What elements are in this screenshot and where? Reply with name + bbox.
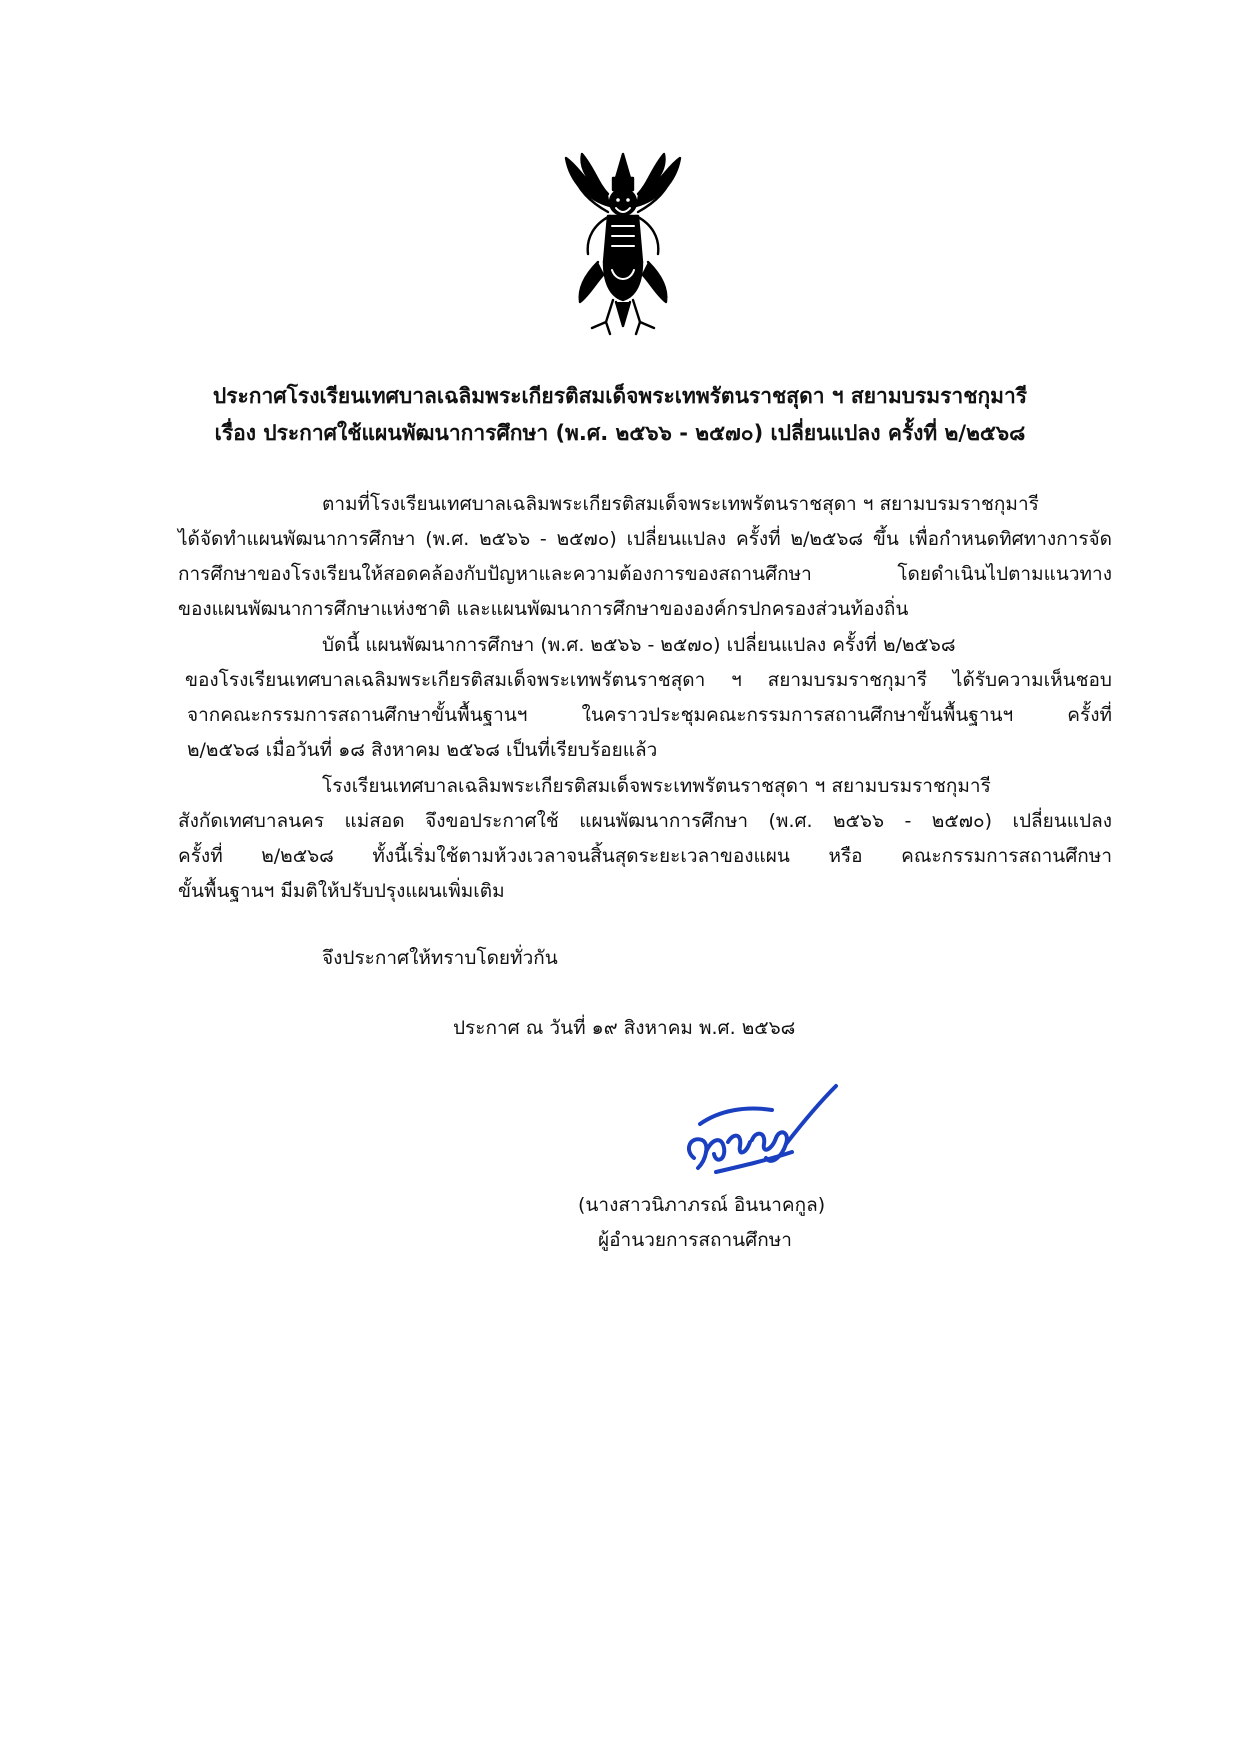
- body-line: จากคณะกรรมการสถานศึกษาขั้นพื้นฐานฯ ในคราวประชุมคณะกรรมการสถานศึกษาขั้นพื้นฐานฯ ครั้งที่: [187, 704, 1112, 726]
- closing-text: จึงประกาศให้ทราบโดยทั่วกัน: [322, 947, 558, 969]
- body-line: ได้จัดทำแผนพัฒนาการศึกษา (พ.ศ. ๒๕๖๖ - ๒๕๗๐) เปลี่ยนแปลง ครั้งที่ ๒/๒๕๖๘ ขึ้น เพื่อกำหนดทิศทางการจัด: [178, 528, 1112, 550]
- announcement-date: ประกาศ ณ วันที่ ๑๙ สิงหาคม พ.ศ. ๒๕๖๘: [453, 1017, 796, 1039]
- garuda-emblem-icon: [558, 150, 688, 338]
- body-line: บัดนี้ แผนพัฒนาการศึกษา (พ.ศ. ๒๕๖๖ - ๒๕๗๐) เปลี่ยนแปลง ครั้งที่ ๒/๒๕๖๘: [322, 634, 956, 656]
- body-line: ตามที่โรงเรียนเทศบาลเฉลิมพระเกียรติสมเด็จพระเทพรัตนราชสุดา ฯ สยามบรมราชกุมารี: [322, 493, 1039, 515]
- body-line: ของแผนพัฒนาการศึกษาแห่งชาติ และแผนพัฒนาการศึกษาขององค์กรปกครองส่วนท้องถิ่น: [178, 598, 909, 620]
- document-title: ประกาศโรงเรียนเทศบาลเฉลิมพระเกียรติสมเด็จพระเทพรัตนราชสุดา ฯ สยามบรมราชกุมารี: [212, 384, 1028, 408]
- body-line: ขั้นพื้นฐานฯ มีมติให้ปรับปรุงแผนเพิ่มเติม: [178, 880, 505, 902]
- body-line: ของโรงเรียนเทศบาลเฉลิมพระเกียรติสมเด็จพระเทพรัตนราชสุดา ฯ สยามบรมราชกุมารี ได้รับความเห็นชอบ: [185, 669, 1112, 691]
- body-line: สังกัดเทศบาลนคร แม่สอด จึงขอประกาศใช้ แผนพัฒนาการศึกษา (พ.ศ. ๒๕๖๖ - ๒๕๗๐) เปลี่ยนแปลง: [178, 810, 1112, 832]
- body-line: ครั้งที่ ๒/๒๕๖๘ ทั้งนี้เริ่มใช้ตามห้วงเวลาจนสิ้นสุดระยะเวลาของแผน หรือ คณะกรรมการสถานศึกษา: [178, 845, 1112, 867]
- signer-name: (นางสาวนิภาภรณ์ อินนาคกูล): [578, 1194, 826, 1216]
- signer-position: ผู้อำนวยการสถานศึกษา: [598, 1229, 792, 1251]
- body-line: โรงเรียนเทศบาลเฉลิมพระเกียรติสมเด็จพระเทพรัตนราชสุดา ฯ สยามบรมราชกุมารี: [322, 775, 991, 797]
- document-subject: เรื่อง ประกาศใช้แผนพัฒนาการศึกษา (พ.ศ. ๒๕๖๖ - ๒๕๗๐) เปลี่ยนแปลง ครั้งที่ ๒/๒๕๖๘: [214, 421, 1026, 445]
- body-line: ๒/๒๕๖๘ เมื่อวันที่ ๑๘ สิงหาคม ๒๕๖๘ เป็นที่เรียบร้อยแล้ว: [187, 739, 658, 761]
- handwritten-signature-icon: [676, 1080, 846, 1185]
- body-line: การศึกษาของโรงเรียนให้สอดคล้องกับปัญหาและความต้องการของสถานศึกษา โดยดำเนินไปตามแนวทาง: [178, 563, 1112, 585]
